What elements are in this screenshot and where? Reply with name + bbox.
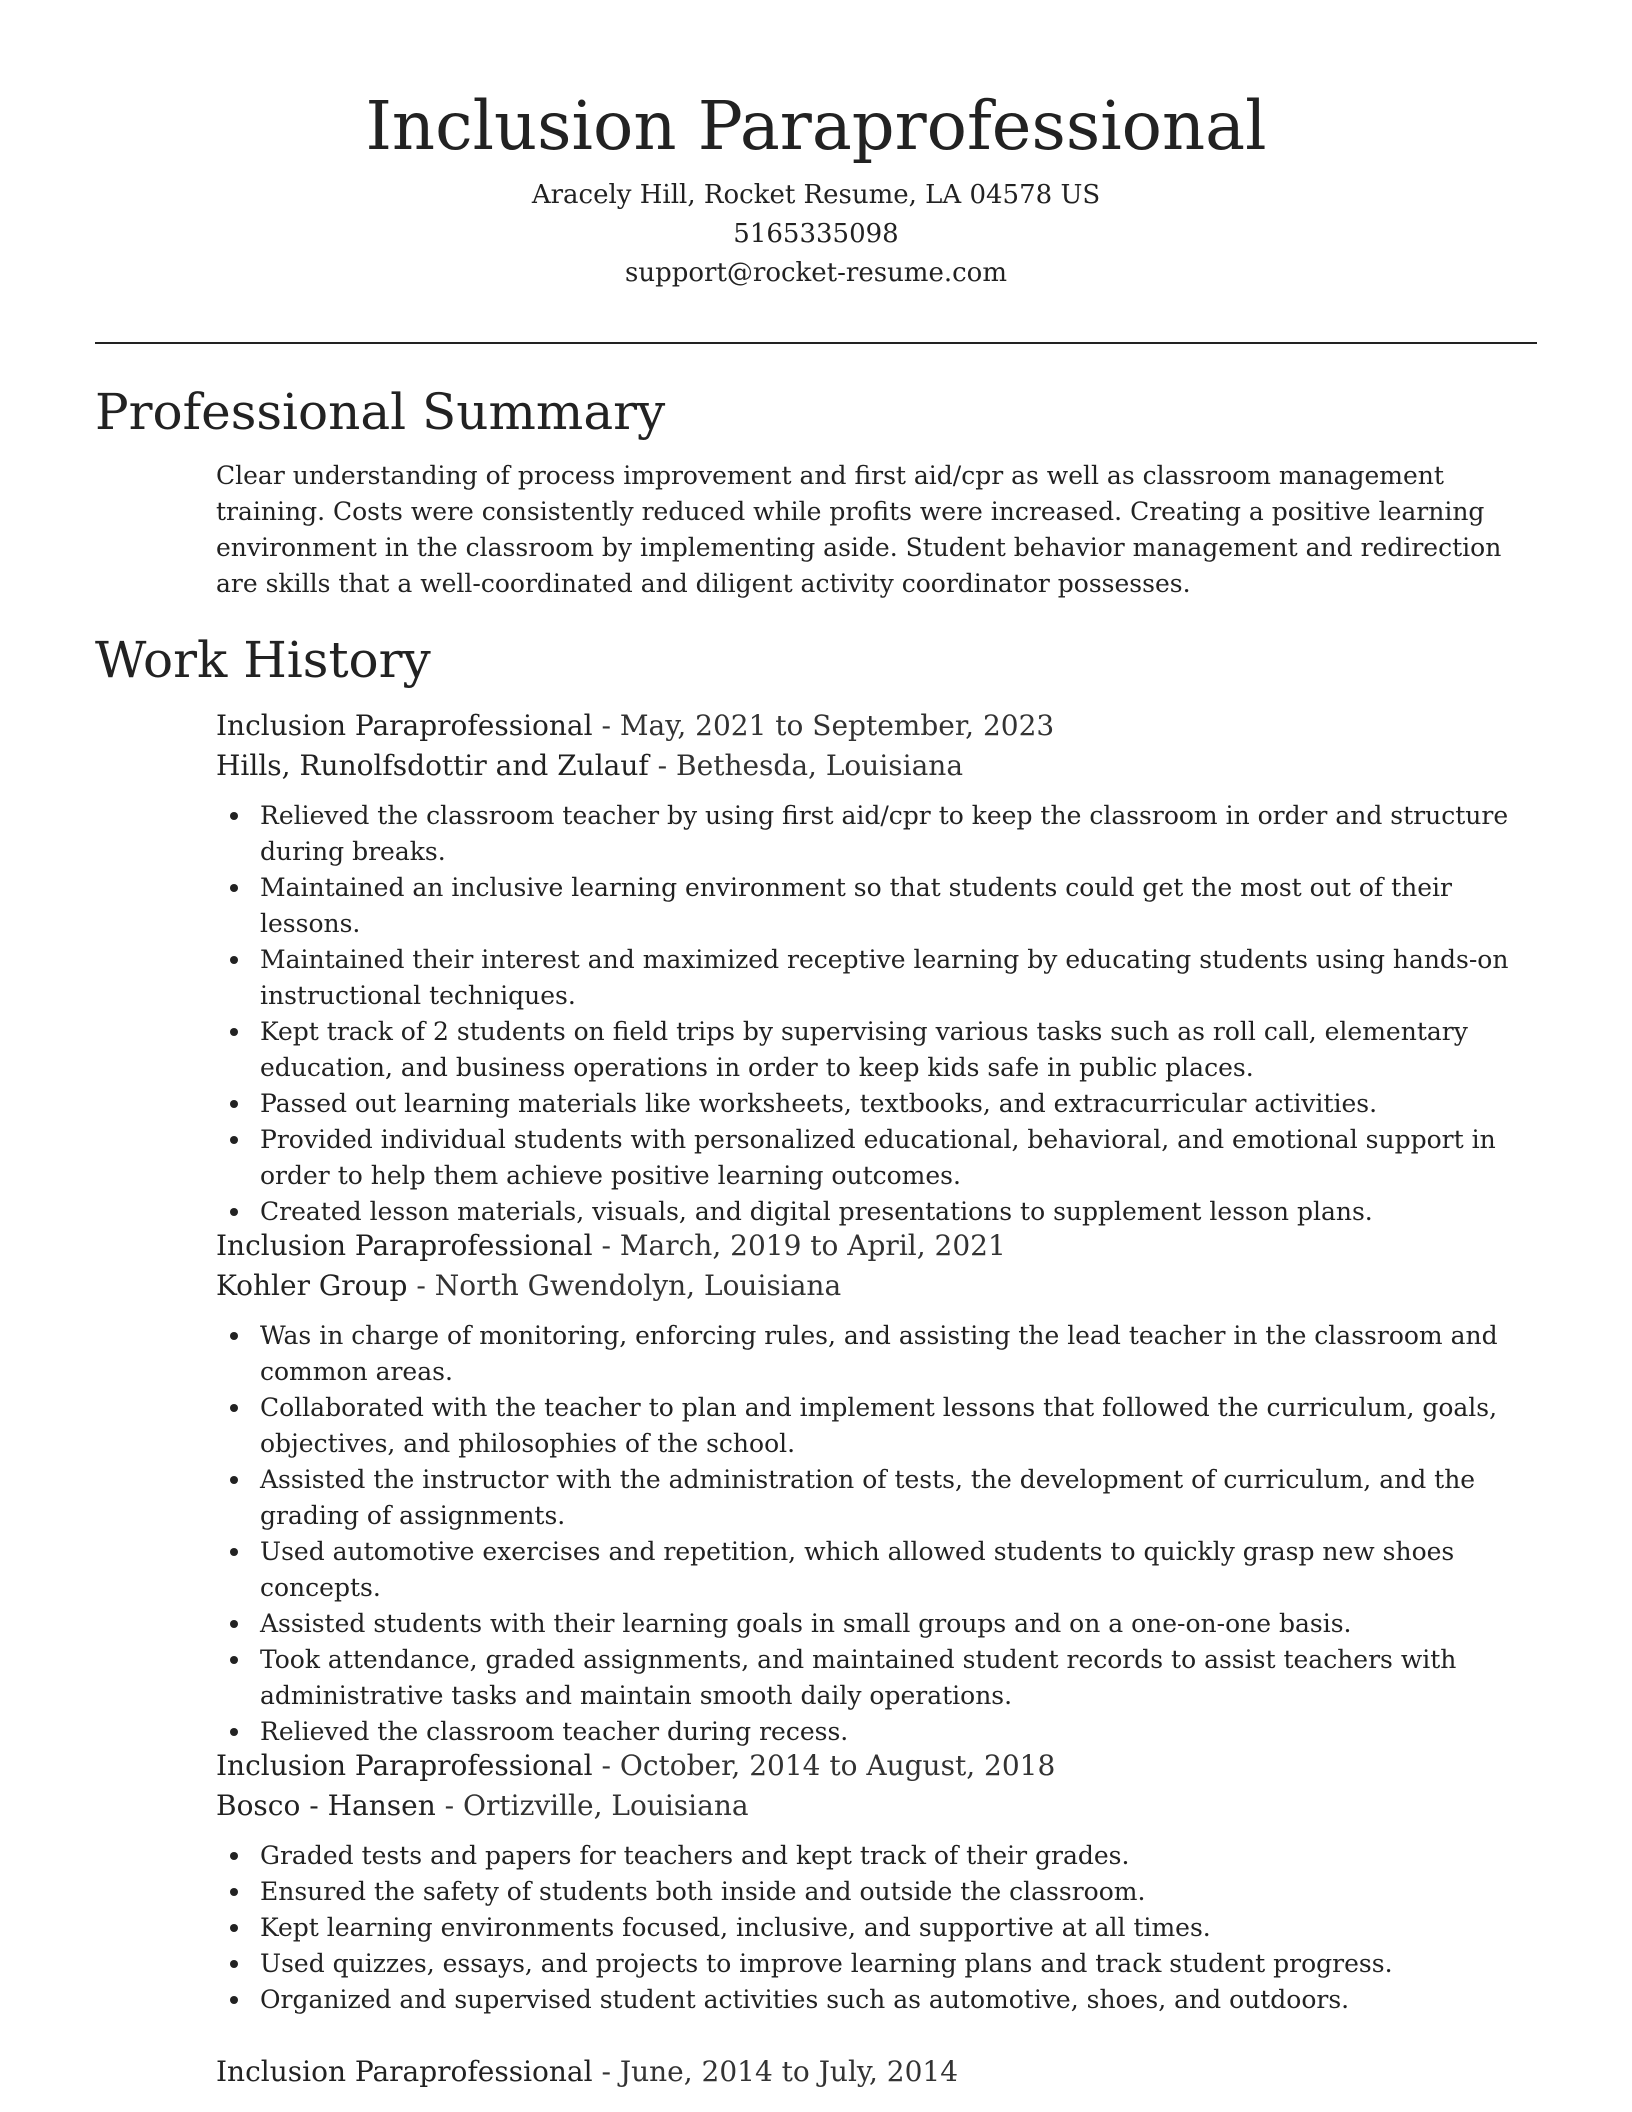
job-company: Kohler Group — [216, 1269, 408, 1302]
job-bullet — [216, 942, 1536, 1014]
bullet-dot-icon — [230, 1728, 238, 1736]
summary-heading: Professional Summary — [95, 383, 666, 441]
bullet-text: Collaborated with the teacher to plan and implement lessons that followed the curriculum, goals, objectives, and philosophies of the school. — [260, 1393, 1498, 1458]
job-company-line — [216, 1266, 1536, 1306]
job-title-line — [216, 2052, 1536, 2092]
job-company: Hills, Runolfsdottir and Zulauf — [216, 749, 649, 782]
job-bullet — [216, 1642, 1536, 1714]
bullet-dot-icon — [230, 1656, 238, 1664]
job-separator: - — [601, 2055, 611, 2088]
contact-block — [0, 176, 1632, 293]
job-entry — [216, 2052, 1536, 2092]
job-bullet — [216, 1838, 1536, 1874]
bullet-text: Relieved the classroom teacher by using first aid/cpr to keep the classroom in order and structure during breaks. — [260, 801, 1509, 866]
job-bullet — [216, 1086, 1536, 1122]
job-location: Ortizville, Louisiana — [463, 1789, 749, 1822]
bullet-text: Organized and supervised student activities such as automotive, shoes, and outdoors. — [260, 1985, 1350, 2014]
job-title: Inclusion Paraprofessional — [216, 1749, 593, 1782]
bullet-text: Passed out learning materials like worksheets, textbooks, and extracurricular activities. — [260, 1089, 1378, 1118]
job-entry — [216, 1746, 1536, 2018]
job-dates: October, 2014 to August, 2018 — [619, 1749, 1056, 1782]
job-bullet — [216, 1982, 1536, 2018]
job-bullet — [216, 1194, 1536, 1230]
bullet-text: Ensured the safety of students both inside and outside the classroom. — [260, 1877, 1146, 1906]
job-title: Inclusion Paraprofessional — [216, 2055, 593, 2088]
bullet-dot-icon — [230, 1888, 238, 1896]
job-bullet — [216, 1606, 1536, 1642]
job-bullet — [216, 1390, 1536, 1462]
job-bullet — [216, 1910, 1536, 1946]
bullet-text: Relieved the classroom teacher during recess. — [260, 1717, 849, 1746]
job-title-line — [216, 1226, 1536, 1266]
job-location: Bethesda, Louisiana — [676, 749, 964, 782]
bullet-dot-icon — [230, 1476, 238, 1484]
job-title: Inclusion Paraprofessional — [216, 1229, 593, 1262]
bullet-dot-icon — [230, 1136, 238, 1144]
bullet-text: Created lesson materials, visuals, and digital presentations to supplement lesson plans. — [260, 1197, 1373, 1226]
header-divider — [95, 342, 1537, 344]
job-bullet — [216, 1122, 1536, 1194]
job-bullet — [216, 1874, 1536, 1910]
job-separator: - — [601, 1749, 611, 1782]
bullet-dot-icon — [230, 884, 238, 892]
job-bullet — [216, 1318, 1536, 1390]
bullet-dot-icon — [230, 812, 238, 820]
job-bullet — [216, 1714, 1536, 1750]
resume-header — [0, 0, 1632, 293]
contact-address: Aracely Hill, Rocket Resume, LA 04578 US — [531, 180, 1101, 210]
summary-text: Clear understanding of process improvement and first aid/cpr as well as classroom management training. Costs were consistently reduced while profits were increased. Creating a positive learning environment in the classroom by implementing aside. Student behavior management and redirection are skills that a well-coordinated and diligent activity coordinator possesses. — [216, 461, 1502, 598]
bullet-dot-icon — [230, 1100, 238, 1108]
bullet-text: Provided individual students with personalized educational, behavioral, and emotional support in order to help them achieve positive learning outcomes. — [260, 1125, 1496, 1190]
bullet-text: Took attendance, graded assignments, and maintained student records to assist teachers with administrative tasks and maintain smooth daily operations. — [260, 1645, 1457, 1710]
bullet-dot-icon — [230, 1548, 238, 1556]
job-separator: - — [657, 749, 668, 782]
job-company: Bosco - Hansen — [216, 1789, 436, 1822]
job-bullet-list — [216, 1318, 1536, 1750]
resume-name: Inclusion Paraprofessional — [365, 87, 1267, 165]
job-company-line — [216, 1786, 1536, 1826]
bullet-dot-icon — [230, 1960, 238, 1968]
bullet-text: Used automotive exercises and repetition, which allowed students to quickly grasp new shoes concepts. — [260, 1537, 1455, 1602]
job-dates: March, 2019 to April, 2021 — [619, 1229, 1006, 1262]
bullet-text: Maintained their interest and maximized receptive learning by educating students using hands-on instructional techniques. — [260, 945, 1509, 1010]
bullet-dot-icon — [230, 1404, 238, 1412]
job-dates: June, 2014 to July, 2014 — [619, 2055, 959, 2088]
work-history-heading: Work History — [95, 631, 431, 689]
job-entry — [216, 706, 1536, 1230]
job-separator: - — [416, 1269, 426, 1302]
bullet-dot-icon — [230, 1852, 238, 1860]
job-bullet — [216, 798, 1536, 870]
job-bullet — [216, 870, 1536, 942]
job-bullet — [216, 1534, 1536, 1606]
job-bullet — [216, 1014, 1536, 1086]
bullet-dot-icon — [230, 1028, 238, 1036]
bullet-dot-icon — [230, 956, 238, 964]
bullet-dot-icon — [230, 1996, 238, 2004]
bullet-text: Maintained an inclusive learning environment so that students could get the most out of their lessons. — [260, 873, 1452, 938]
job-company-line — [216, 746, 1536, 786]
job-dates: May, 2021 to September, 2023 — [619, 709, 1055, 742]
job-bullet — [216, 1946, 1536, 1982]
bullet-text: Kept track of 2 students on field trips by supervising various tasks such as roll call, elementary education, and business operations in order to keep kids safe in public places. — [260, 1017, 1468, 1082]
job-bullet-list — [216, 798, 1536, 1230]
contact-email: support@rocket-resume.com — [624, 258, 1007, 288]
job-location: North Gwendolyn, Louisiana — [434, 1269, 842, 1302]
job-title: Inclusion Paraprofessional — [216, 709, 593, 742]
bullet-text: Assisted the instructor with the administration of tests, the development of curriculum, and the grading of assignments. — [260, 1465, 1476, 1530]
bullet-dot-icon — [230, 1924, 238, 1932]
bullet-dot-icon — [230, 1208, 238, 1216]
job-separator: - — [601, 1229, 611, 1262]
job-bullet — [216, 1462, 1536, 1534]
job-title-line — [216, 706, 1536, 746]
contact-phone: 5165335098 — [733, 219, 899, 249]
bullet-text: Kept learning environments focused, inclusive, and supportive at all times. — [260, 1913, 1211, 1942]
bullet-text: Used quizzes, essays, and projects to improve learning plans and track student progress. — [260, 1949, 1393, 1978]
job-bullet-list — [216, 1838, 1536, 2018]
bullet-text: Assisted students with their learning goals in small groups and on a one-on-one basis. — [260, 1609, 1352, 1638]
job-entry — [216, 1226, 1536, 1750]
job-separator: - — [601, 709, 611, 742]
bullet-dot-icon — [230, 1620, 238, 1628]
job-title-line — [216, 1746, 1536, 1786]
bullet-text: Graded tests and papers for teachers and kept track of their grades. — [260, 1841, 1130, 1870]
job-separator: - — [444, 1789, 455, 1822]
bullet-text: Was in charge of monitoring, enforcing rules, and assisting the lead teacher in the classroom and common areas. — [260, 1321, 1498, 1386]
bullet-dot-icon — [230, 1332, 238, 1340]
